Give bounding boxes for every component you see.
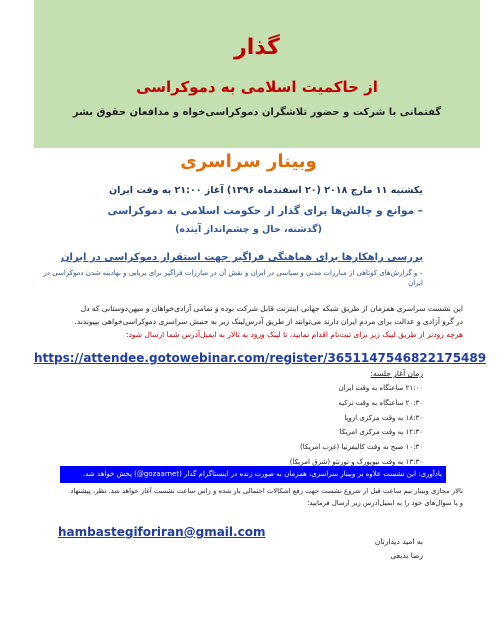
schedule-item: ۲۰:۳۰ ساعتگاه به وقت ترکیه xyxy=(338,398,423,407)
event-date: یکشنبه ۱۱ مارچ ۲۰۱۸ (۲۰ اسفندماه ۱۳۹۶) آغاز ۲۱:۰۰ به وقت ایران xyxy=(108,185,423,196)
schedule-list xyxy=(290,381,423,470)
intro-line-1: این نشست سراسری همزمان از طریق شبکه جهانی اینترنت قابل شرکت بوده و تمامی آزادی‌خواهان و میهن‌دوستانی که دل xyxy=(80,304,463,313)
late-notice xyxy=(34,485,463,509)
late-notice-line-2: و یا سوال‌های خود را به ایمیل‌آدرس زیر ارسال فرمایید: xyxy=(307,499,463,507)
header-title: گذار xyxy=(234,35,280,60)
intro-paragraph xyxy=(34,302,463,341)
late-notice-line-1: تالار مجازی وبینار نیم ساعت قبل از شروع نشست جهت رفع اشکالات احتمالی باز شده و راس ساعت نشست آغاز خواهد شد. نظر، پیشنهاد xyxy=(70,487,463,495)
signature-closing: به امید دیدارتان xyxy=(374,537,423,546)
header-subtitle: از حاکمیت اسلامی به دموکراسی xyxy=(136,78,378,96)
header-tagline: گفتمانی با شرکت و حضور تلاشگران دموکراسی‌خواه و مدافعان حقوق بشر xyxy=(72,107,442,118)
contact-email-link[interactable]: hambastegiforiran@gmail.com xyxy=(58,525,266,539)
reminder-text: یادآوری: این نشست علاوه بر وبینار سراسری، همزمان به صورت زنده در اینستاگرام گذار (gozaarnet@) پخش خواهد شد. xyxy=(83,470,442,478)
topic-solutions-subtitle: – و گزارش‌های کوتاهی از مبارزات مدنی و سیاسی در ایران و نقش آن در مبارزات فراگیر برای پرپایی و نهادینه شدن دموکراسی در ایران xyxy=(43,269,423,287)
webinar-title: وبینار سراسری xyxy=(180,151,317,172)
schedule-item: ۱۸:۳۰ به وقت مرکزی اروپا xyxy=(344,413,423,422)
header-banner xyxy=(34,0,480,148)
registration-link[interactable]: https://attendee.gotowebinar.com/register/3651147546822175489 xyxy=(34,351,487,365)
topic-obstacles-subtitle: (گذشته، حال و چشم‌انداز آینده) xyxy=(175,224,322,235)
signature-name: رضا بدیعی xyxy=(390,551,423,560)
topic-obstacles: – موانع و چالش‌ها برای گذار از حکومت اسلامی به دموکراسی xyxy=(107,205,423,217)
topic-solutions: بررسی راهکارها برای هماهنگی فراگیر جهت استقرار دموکراسی در ایران xyxy=(61,252,423,263)
intro-line-3: هرچه زودتر از طریق لینک زیر برای ثبت‌نام اقدام نمایید، تا لینک ورود به تالار به ایمیل‌آدرس شما ارسال شود: xyxy=(126,330,463,339)
schedule-item: ۱۳:۳۰ به وقت نیویورک و تورنتو (شرق امریکا) xyxy=(289,457,423,466)
schedule-item: ۱۲:۳۰ به وقت مرکزی امریکا xyxy=(339,428,423,437)
schedule-item: ۱۰:۳۰ صبح به وقت کالیفرنیا (غرب امریکا) xyxy=(299,443,423,452)
schedule-item: ۲۱:۰۰ ساعتگاه به وقت ایران xyxy=(338,384,423,392)
schedule-title: زمان آغاز جلسه: xyxy=(370,369,423,378)
intro-line-2: در گرو آزادی و عدالت برای مردم ایران دارند می‌توانند از طریق آدرس‌لینک زیر به جنبش سراسری دموکراسی‌خواهی بپیوندند. xyxy=(74,317,463,326)
